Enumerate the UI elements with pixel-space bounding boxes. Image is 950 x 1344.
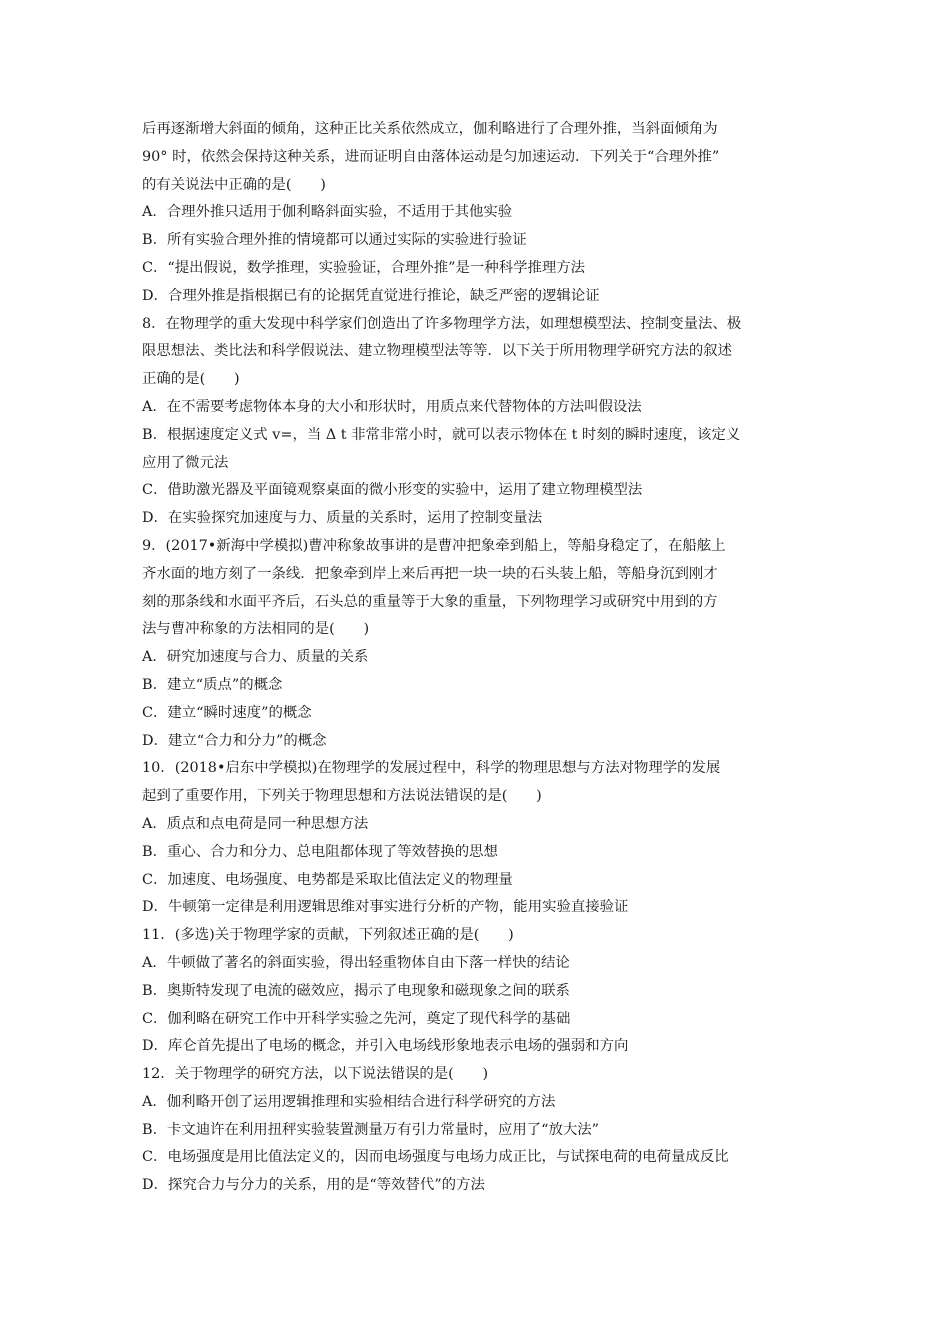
question-stem-line: 起到了重要作用，下列关于物理思想和方法说法错误的是( ) (142, 788, 542, 805)
question-11 (142, 922, 822, 1061)
option-a: A．伽利略开创了运用逻辑推理和实验相结合进行科学研究的方法 (142, 1093, 556, 1110)
option-a: A．牛顿做了著名的斜面实验，得出轻重物体自由下落一样快的结论 (142, 954, 570, 971)
option-b: B．根据速度定义式 v=，当 Δ t 非常非常小时，就可以表示物体在 t 时刻的瞬时速度，该定义 (142, 426, 741, 443)
question-stem-line: 12．关于物理学的研究方法，以下说法错误的是( ) (142, 1066, 489, 1083)
option-b: B．奥斯特发现了电流的磁效应，揭示了电现象和磁现象之间的联系 (142, 982, 570, 999)
question-stem-line: 90° 时，依然会保持这种关系，进而证明自由落体运动是匀加速运动．下列关于“合理外推” (142, 148, 720, 165)
question-stem-line: 限思想法、类比法和科学假说法、建立物理模型法等等．以下关于所用物理学研究方法的叙述 (142, 343, 733, 360)
question-stem-line: 刻的那条线和水面平齐后，石头总的重量等于大象的重量，下列物理学习或研究中用到的方 (142, 593, 718, 610)
question-8 (142, 311, 822, 533)
option-d: D．库仑首先提出了电场的概念，并引入电场线形象地表示电场的强弱和方向 (142, 1038, 629, 1055)
question-stem-line: 齐水面的地方刻了一条线．把象牵到岸上来后再把一块一块的石头装上船，等船身沉到刚才 (142, 565, 718, 582)
question-stem-line: 正确的是( ) (142, 371, 240, 388)
option-b: B．所有实验合理外推的情境都可以通过实际的实验进行验证 (142, 232, 527, 249)
option-b: B．建立“质点”的概念 (142, 676, 283, 693)
option-c: C．“提出假说，数学推理，实验验证，合理外推”是一种科学推理方法 (142, 259, 586, 276)
option-d: D．探究合力与分力的关系，用的是“等效替代”的方法 (142, 1177, 485, 1194)
option-d: D．合理外推是指根据已有的论据凭直觉进行推论，缺乏严密的逻辑论证 (142, 287, 600, 304)
question-stem-line: 8．在物理学的重大发现中科学家们创造出了许多物理学方法，如理想模型法、控制变量法、极 (142, 315, 742, 332)
option-b: B．重心、合力和分力、总电阻都体现了等效替换的思想 (142, 843, 498, 860)
option-d: D．牛顿第一定律是利用逻辑思维对事实进行分析的产物，能用实验直接验证 (142, 899, 629, 916)
question-stem-line: 后再逐渐增大斜面的倾角，这种正比关系依然成立，伽利略进行了合理外推，当斜面倾角为 (142, 121, 718, 137)
question-stem-line: 9．(2017•新海中学模拟)曹冲称象故事讲的是曹冲把象牵到船上，等船身稳定了，在船舷上 (142, 537, 726, 554)
question-stem-line: 10．(2018•启东中学模拟)在物理学的发展过程中，科学的物理思想与方法对物理学的发展 (142, 760, 721, 777)
question-stem-line: 的有关说法中正确的是( ) (142, 176, 326, 193)
option-c: C．加速度、电场强度、电势都是采取比值法定义的物理量 (142, 871, 513, 888)
question-stem-line: 法与曹冲称象的方法相同的是( ) (142, 621, 370, 638)
option-b: B．卡文迪许在利用扭秤实验装置测量万有引力常量时，应用了“放大法” (142, 1121, 600, 1138)
option-c: C．建立“瞬时速度”的概念 (142, 704, 312, 721)
option-d: D．在实验探究加速度与力、质量的关系时，运用了控制变量法 (142, 510, 543, 527)
question-stem-line: 11．(多选)关于物理学家的贡献，下列叙述正确的是( ) (142, 927, 514, 944)
question-9 (142, 533, 822, 755)
option-a: A．质点和点电荷是同一种思想方法 (142, 815, 369, 832)
option-c: C．借助激光器及平面镜观察桌面的微小形变的实验中，运用了建立物理模型法 (142, 482, 643, 499)
option-b-continued: 应用了微元法 (142, 454, 229, 471)
option-c: C．电场强度是用比值法定义的，因而电场强度与电场力成正比，与试探电荷的电荷量成反比 (142, 1149, 729, 1166)
option-a: A．在不需要考虑物体本身的大小和形状时，用质点来代替物体的方法叫假设法 (142, 398, 642, 415)
option-a: A．研究加速度与合力、质量的关系 (142, 649, 369, 666)
option-d: D．建立“合力和分力”的概念 (142, 732, 327, 749)
option-a: A．合理外推只适用于伽利略斜面实验，不适用于其他实验 (142, 204, 513, 221)
question-7-continuation (142, 116, 822, 311)
document-body (142, 116, 822, 1200)
question-12 (142, 1061, 822, 1200)
option-c: C．伽利略在研究工作中开科学实验之先河，奠定了现代科学的基础 (142, 1010, 571, 1027)
question-10 (142, 755, 822, 922)
